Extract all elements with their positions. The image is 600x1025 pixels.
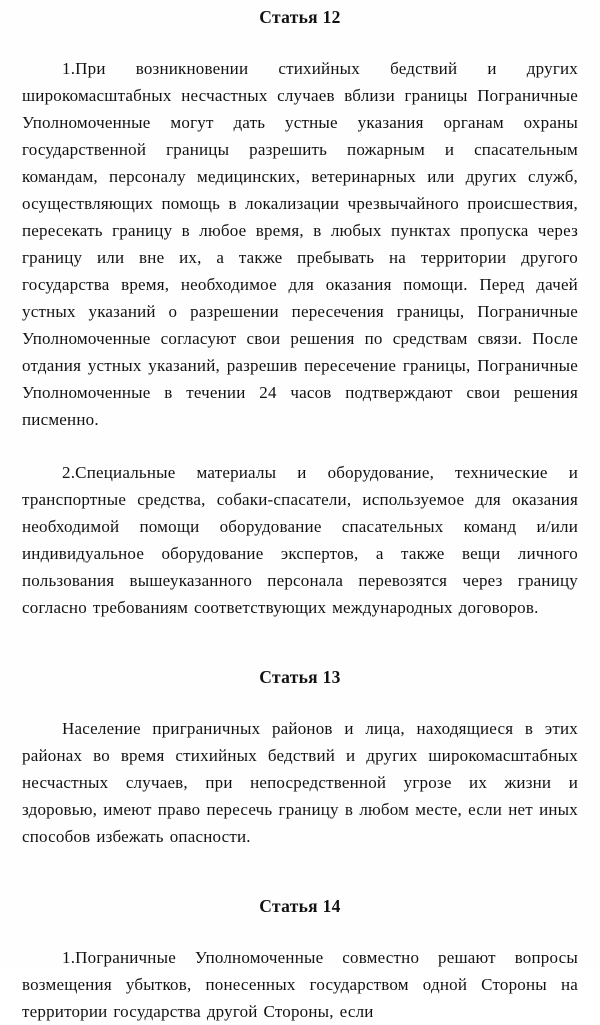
article-13-heading: Статья 13 [259, 667, 341, 687]
article-12-heading: Статья 12 [259, 7, 341, 27]
article-14-heading: Статья 14 [259, 896, 341, 916]
article-12-paragraph-1: 1.При возникновении стихийных бедствий и других широкомасштабных несчастных случаев вблизи границы Пограничные Уполномоченные могут дать устные указания органам охраны государственной границы разрешить пожарным и спасательным командам, персоналу медицинских, ветеринарных или других служб, осуществляющих помощь в локализации чрезвычайного происшествия, пересекать границу в любое время, в любых пунктах пропуска через границу или вне их, а также пребывать на территории другого государства время, необходимое для оказания помощи. Перед дачей устных указаний о разрешении пересечения границы, Пограничные Уполномоченные согласуют свои решения по средствам связи. После отдания устных указаний, разрешив пересечение границы, Пограничные Уполномоченные в течении 24 часов подтверждают свои решения писменно. [22, 59, 578, 429]
article-12-paragraph-2: 2.Специальные материалы и оборудование, технические и транспортные средства, собаки-спасатели, используемое для оказания необходимой помощи оборудование спасательных команд и/или индивидуальное оборудование экспертов, а также вещи личного пользования вышеуказанного персонала перевозятся через границу согласно требованиям соответствующих международных договоров. [22, 463, 578, 617]
article-13-paragraph-1: Население приграничных районов и лица, находящиеся в этих районах во время стихийных бедствий и других широкомасштабных несчастных случаев, при непосредственной угрозе их жизни и здоровью, имеют право пересечь границу в любом месте, если нет иных способов избежать опасности. [22, 719, 578, 846]
article-14-paragraph-1: 1.Пограничные Уполномоченные совместно решают вопросы возмещения убытков, понесенных государством одной Стороны на территории государства другой Стороны, если [22, 948, 578, 1021]
